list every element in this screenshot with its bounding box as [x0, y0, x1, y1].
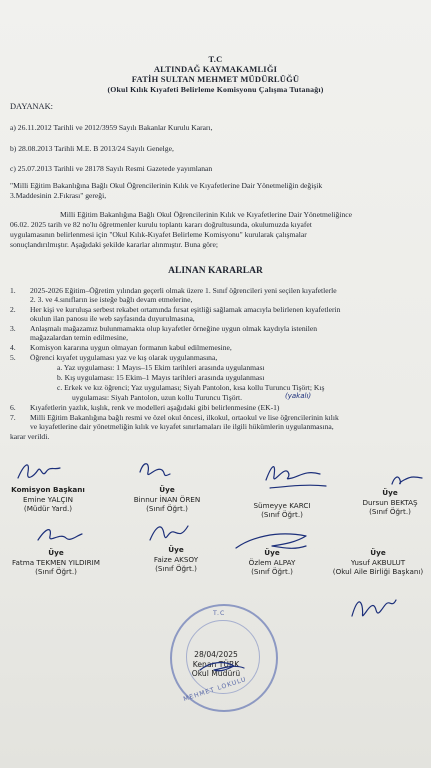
decision-3-line: Anlaşmalı mağazamız bulunmamakta olup kıyafetler örneğine uygun olmak kaydıyla istenilen: [30, 324, 318, 333]
signatory-role: Üye: [159, 485, 175, 494]
stamp-top-text: T.C: [213, 610, 226, 617]
signature-scribble: [270, 485, 326, 488]
signatory-role: Komisyon Başkanı: [11, 485, 85, 494]
decision-5c-line2: uygulaması: Siyah Pantolon, uzun kollu Turuncu Tişört.: [72, 393, 243, 402]
signatory-name: Özlem ALPAY: [248, 557, 296, 567]
decision-number: 3.: [10, 324, 16, 333]
dayanak-item-b: b) 28.08.2013 Tarihli M.E. B 2013/24 Sayılı Genelge,: [10, 144, 174, 153]
signatory-role: Üye: [264, 548, 280, 557]
signature-scribble: [266, 467, 320, 480]
signature-scribble: [140, 464, 170, 476]
decision-number: 5.: [10, 353, 16, 362]
signature-scribble: [150, 526, 188, 540]
signatory-title: (Sınıf Öğrt.): [251, 567, 293, 576]
intro-line: sonuçlandırılmıştır. Aşağıdaki şekilde kararlar alınmıştır. Buna göre;: [10, 240, 218, 249]
dayanak-label: DAYANAK:: [10, 102, 53, 111]
dayanak-quote-line2: 3.Maddesinin 2.Fıkrası" gereği,: [10, 191, 107, 200]
signatory-title: (Sınıf Öğrt.): [35, 567, 77, 576]
signatory-title: (Sınıf Öğrt.): [155, 564, 197, 573]
decision-2-line: okulun ilan panosu ile web sayfasında duyurulmasına,: [30, 314, 195, 323]
signatory-role: Üye: [382, 488, 398, 497]
signatory-role: Üye: [48, 548, 64, 557]
decision-7-line: ve kıyafetlerine dair yönetmeliğin kılık ve kıyafet sınırlamaları ile ilgili hükümlerin uygulanmasına,: [30, 422, 334, 431]
stamp-bottom-text: MEHMET LOKULU: [182, 675, 248, 704]
intro-line: uygulamasının belirlenmesi için "Okul Kılık-Kıyafet Belirleme Komisyonu" kurularak çalışmalar: [10, 230, 307, 239]
signatory-title: (Sınıf Öğrt.): [146, 504, 188, 513]
dayanak-quote-line1: "Milli Eğitim Bakanlığına Bağlı Okul Öğrencilerinin Kılık ve Kıyafetlerine Dair Yönetmeliğin değişik: [10, 181, 323, 190]
header-subtitle: (Okul Kılık Kıyafeti Belirleme Komisyonu Çalışma Tutanağı): [107, 85, 324, 94]
closing-text: karar verildi.: [10, 432, 50, 441]
signatory-name: Dursun BEKTAŞ: [362, 497, 418, 507]
intro-line: Milli Eğitim Bakanlığına Bağlı Okul Öğrencilerinin Kılık ve Kıyafetlerine Dair Yönetmeliğince: [60, 210, 353, 219]
signatory-title: (Müdür Yard.): [23, 504, 73, 513]
signature-scribble: [38, 530, 82, 540]
signatory-name: Binnur İNAN ÖREN: [133, 494, 201, 504]
signatory-name: Sümeyye KARCI: [253, 500, 311, 510]
decision-7-line: Milli Eğitim Bakanlığına bağlı resmi ve özel okul öncesi, ilkokul, ortaokul ve lise öğrencilerinin kılık: [30, 413, 339, 422]
principal-date: 28/04/2025: [194, 650, 238, 659]
decision-number: 6.: [10, 403, 16, 412]
decision-5-line: Öğrenci kıyafet uygulaması yaz ve kış olarak uygulanmasına,: [30, 353, 218, 362]
principal-name: Kenan TÜRK: [192, 659, 240, 669]
signatory-title: (Okul Aile Birliği Başkanı): [332, 567, 424, 576]
decisions-title: ALINAN KARARLAR: [168, 266, 263, 276]
intro-line: 06.02. 2025 tarih ve 82 no'lu öğretmenler kurulu toplantı kararı doğrultusunda, okulumuzda kıyafet: [10, 220, 312, 229]
decision-5c-line1: c. Erkek ve kız öğrenci; Yaz uygulaması; Siyah Pantolon, kısa kollu Turuncu Tişört; Kış: [57, 383, 325, 392]
signatory-title: (Sınıf Öğrt.): [369, 507, 411, 516]
signatory-name: Yusuf AKBULUT: [350, 557, 406, 567]
dayanak-item-a: a) 26.11.2012 Tarihli ve 2012/3959 Sayılı Bakanlar Kurulu Kararı,: [10, 123, 213, 132]
decision-5a: a. Yaz uygulaması: 1 Mayıs–15 Ekim tarihleri arasında uygulanması: [57, 363, 265, 372]
header-district: ALTINDAĞ KAYMAKAMLIĞI: [153, 64, 278, 74]
decision-3-line: mağazalardan temin edilmesine,: [30, 333, 129, 342]
decision-2-line: Her kişi ve kuruluşa serbest rekabet ortamında fırsat eşitliği sağlamak amacıyla belirlenen kıyafetlerin: [30, 305, 341, 314]
principal-title: Okul Müdürü: [191, 669, 241, 678]
decision-number: 2.: [10, 305, 16, 314]
decision-4-line: Komisyon kararına uygun olmayan formanın kabul edilmemesine,: [30, 343, 232, 352]
signatory-name: Fatma TEKMEN YILDIRIM: [12, 557, 100, 567]
header-tc: T.C: [208, 54, 223, 64]
decision-number: 7.: [10, 413, 16, 422]
decision-number: 1.: [10, 286, 16, 295]
decision-6-line: Kıyafetlerin yazlık, kışlık, renk ve modelleri aşağıdaki gibi belirlenmesine (EK-1): [30, 403, 280, 412]
signatory-name: Emine YALÇIN: [22, 494, 74, 504]
signature-scribble: [236, 534, 306, 548]
signature-scribble: [200, 663, 244, 671]
signatory-role: Üye: [370, 548, 386, 557]
signature-scribble: [352, 600, 396, 616]
handwritten-note: (yakalı): [285, 392, 312, 400]
decision-1-line: 2025-2026 Eğitim–Öğretim yılından geçerli olmak üzere 1. Sınıf öğrencileri yeni seçilen kıyafetlerle: [30, 286, 337, 295]
signatory-role: Üye: [168, 545, 184, 554]
decision-number: 4.: [10, 343, 16, 352]
decision-5b: b. Kış uygulaması: 15 Ekim–1 Mayıs tarihleri arasında uygulanması: [57, 373, 265, 382]
signatory-name: Faize AKSOY: [153, 554, 199, 564]
header-school: FATİH SULTAN MEHMET MÜDÜRLÜĞÜ: [131, 74, 300, 84]
signatory-title: (Sınıf Öğrt.): [261, 510, 303, 519]
signature-scribble: [392, 477, 422, 484]
decision-1-line: 2. 3. ve 4.sınıfların ise isteğe bağlı devam etmelerine,: [30, 295, 193, 304]
dayanak-item-c: c) 25.07.2013 Tarihli ve 28178 Sayılı Resmi Gazetede yayımlanan: [10, 164, 213, 173]
signature-scribble: [18, 465, 60, 478]
